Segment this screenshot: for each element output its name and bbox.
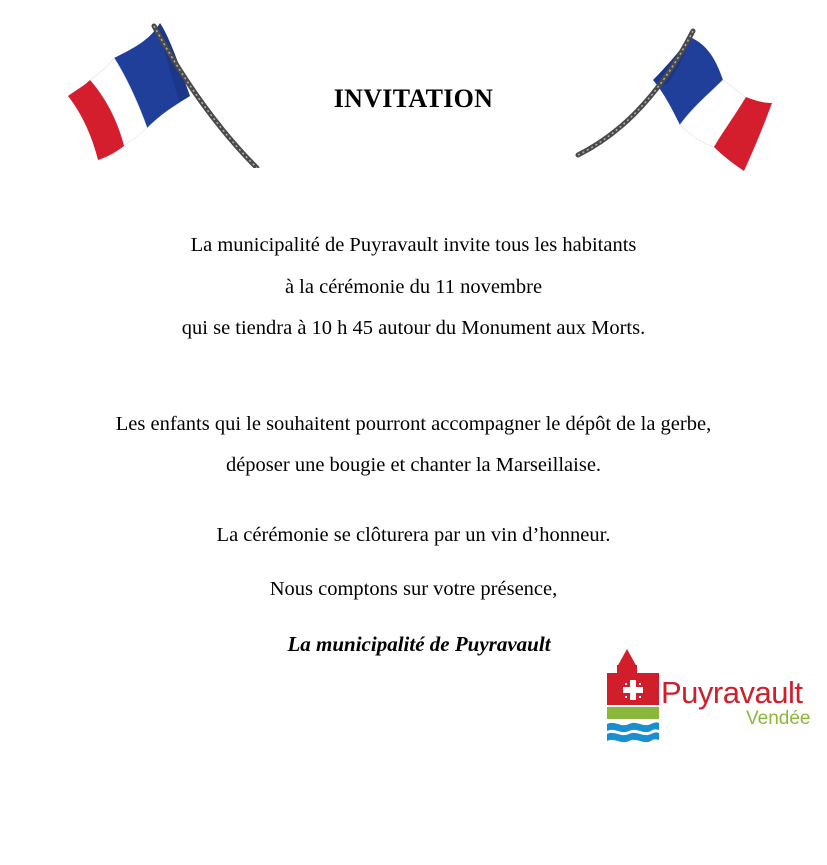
- puyravault-logo: [603, 645, 817, 745]
- logo-region: Vendée: [746, 708, 811, 729]
- paragraph2-line1: Les enfants qui le souhaitent pourront accompagner le dépôt de la gerbe,: [115, 413, 712, 435]
- paragraph2-line2: déposer une bougie et chanter la Marseillaise.: [225, 454, 602, 476]
- paragraph1-line1: La municipalité de Puyravault invite tous les habitants: [190, 234, 637, 256]
- paragraph1-line2: à la cérémonie du 11 novembre: [284, 276, 543, 298]
- invitation-title: INVITATION: [333, 84, 494, 113]
- signature: La municipalité de Puyravault: [287, 632, 551, 656]
- presence-line: Nous comptons sur votre présence,: [269, 578, 558, 600]
- closing-line: La cérémonie se clôturera par un vin d’honneur.: [216, 524, 611, 546]
- logo-name: Puyravault: [661, 675, 803, 710]
- church-logo-icon: [603, 645, 663, 745]
- paragraph1-line3: qui se tiendra à 10 h 45 autour du Monument aux Morts.: [181, 317, 646, 339]
